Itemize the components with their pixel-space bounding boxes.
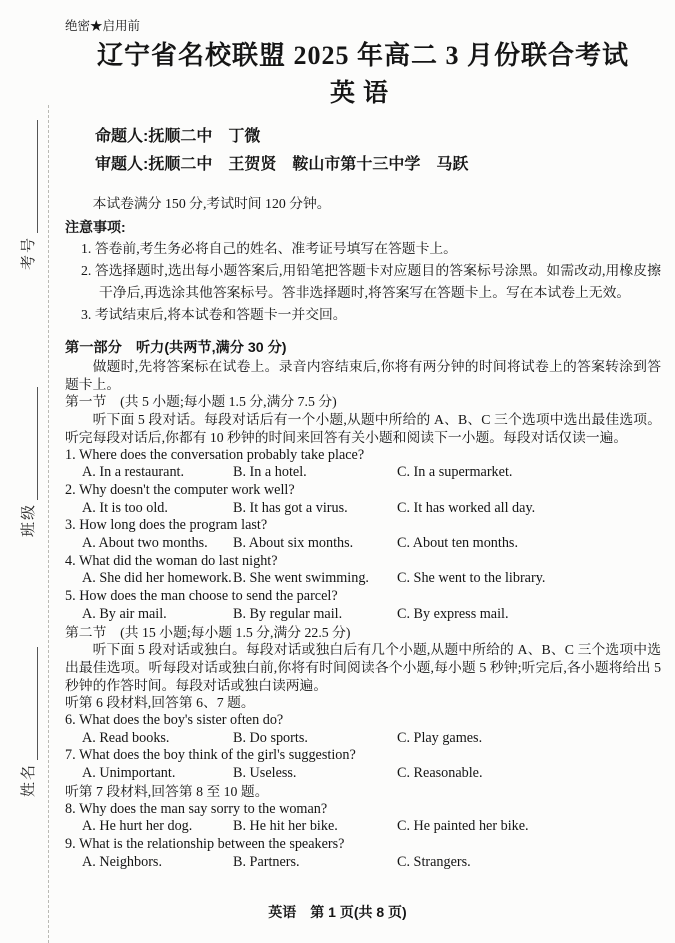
option-a: A. By air mail. (82, 605, 167, 622)
class-label: 班级 (21, 502, 37, 537)
margin-label-exam-number (18, 120, 38, 270)
exam-info-line: 本试卷满分 150 分,考试时间 120 分钟。 (92, 196, 331, 211)
section2-instructions: 听下面 5 段对话或独白。每段对话或独白后有几个小题,从题中所给的 A、B、C 三个选项中选出最佳选项。听每段对话或独白前,你将有时间阅读各个小题,每小题 5 秒钟;听完后,各小题将给出 5 秒钟的作答时间。每段对话或独白读两遍。 (65, 642, 661, 693)
question-number: 5. (65, 588, 76, 605)
notice-text: 答卷前,考生务必将自己的姓名、准考证号填写在答题卡上。 (94, 241, 457, 256)
material7-note: 听第 7 段材料,回答第 8 至 10 题。 (65, 783, 269, 799)
question-item (65, 747, 661, 782)
question-text (65, 801, 661, 819)
option-c: C. It has worked all day. (397, 499, 536, 516)
question-stem: What did the woman do last night? (78, 552, 278, 569)
question-number: 4. (65, 552, 76, 569)
question-item (65, 801, 661, 836)
notice-item (65, 238, 661, 260)
notice-text: 答选择题时,选出每小题答案后,用铅笔把答题卡对应题目的答案标号涂黑。如需改动,用橡皮擦干净后,再选涂其他答案标号。答非选择题时,将答案写在答题卡上。写在本试卷上无效。 (94, 263, 661, 300)
question-stem: What does the boy's sister often do? (78, 712, 284, 729)
notice-number: 3. (81, 307, 92, 322)
section1-heading: 第一节 (共 5 小题;每小题 1.5 分,满分 7.5 分) (65, 394, 337, 410)
question-number: 2. (65, 481, 76, 498)
seal-dashed-line (48, 105, 49, 943)
question-item (65, 517, 661, 552)
option-b: B. He hit her bike. (233, 818, 338, 835)
question-text (65, 712, 661, 730)
option-c: C. She went to the library. (397, 570, 546, 587)
question-number: 9. (65, 835, 76, 852)
exam-number-label: 考号 (21, 235, 37, 270)
notice-number: 1. (81, 241, 92, 256)
notice-item (65, 260, 661, 304)
section1-questions (65, 447, 661, 624)
notice-list (65, 238, 661, 326)
question-item (65, 712, 661, 747)
question-number: 7. (65, 747, 76, 764)
option-a: A. In a restaurant. (82, 464, 185, 481)
question-options (65, 570, 661, 588)
option-a: A. About two months. (82, 535, 208, 552)
notice-title: 注意事项: (65, 219, 126, 235)
part1-heading: 第一部分 听力(共两节,满分 30 分) (65, 340, 287, 356)
question-text (65, 588, 661, 606)
exam-content (65, 18, 661, 871)
option-c: C. Strangers. (397, 853, 471, 870)
question-text (65, 553, 661, 571)
page-footer: 英语 第 1 页(共 8 页) (268, 904, 407, 920)
question-stem: Why doesn't the computer work well? (78, 481, 295, 498)
option-c: C. By express mail. (397, 605, 509, 622)
question-stem: How does the man choose to send the parcel? (79, 588, 338, 605)
class-fill-line (24, 387, 38, 500)
exam-title: 辽宁省名校联盟 2025 年高二 3 月份联合考试 (96, 41, 629, 70)
option-c: C. Reasonable. (397, 765, 483, 782)
question-item (65, 588, 661, 623)
setter-line: 命题人:抚顺二中 丁微 (95, 128, 261, 145)
notice-text: 考试结束后,将本试卷和答题卡一并交回。 (94, 307, 347, 322)
notice-item (65, 304, 661, 326)
name-fill-line (24, 647, 38, 760)
question-item (65, 836, 661, 871)
question-number: 6. (65, 712, 76, 729)
question-options (65, 535, 661, 553)
option-b: B. By regular mail. (233, 605, 343, 622)
question-stem: Why does the man say sorry to the woman? (78, 800, 328, 817)
question-item (65, 482, 661, 517)
option-a: A. It is too old. (82, 499, 168, 516)
question-text (65, 482, 661, 500)
option-c: C. Play games. (397, 729, 483, 746)
question-options (65, 606, 661, 624)
subject-title: 英语 (329, 79, 396, 107)
name-label: 姓名 (21, 762, 37, 797)
material7-questions (65, 801, 661, 872)
part1-intro: 做题时,先将答案标在试卷上。录音内容结束后,你将有两分钟的时间将试卷上的答案转涂到答题卡上。 (65, 359, 661, 392)
section1-instructions: 听下面 5 段对话。每段对话后有一个小题,从题中所给的 A、B、C 三个选项中选出最佳选项。听完每段对话后,你都有 10 秒钟的时间来回答有关小题和阅读下一小题。每段对话仅读一遍。 (65, 412, 661, 445)
margin-label-class (18, 387, 38, 537)
question-options (65, 854, 661, 872)
question-item (65, 553, 661, 588)
question-text (65, 747, 661, 765)
question-stem: What is the relationship between the speakers? (78, 835, 345, 852)
exam-number-fill-line (24, 120, 38, 233)
question-text (65, 447, 661, 465)
question-options (65, 730, 661, 748)
option-b: B. It has got a virus. (233, 499, 348, 516)
margin-label-name (18, 647, 38, 797)
option-c: C. He painted her bike. (397, 818, 529, 835)
question-number: 1. (65, 446, 76, 463)
question-stem: Where does the conversation probably take place? (78, 446, 365, 463)
question-text (65, 517, 661, 535)
classification-label: 绝密★启用前 (65, 19, 141, 33)
option-b: B. In a hotel. (233, 464, 307, 481)
question-item (65, 447, 661, 482)
question-stem: How long does the program last? (79, 517, 268, 534)
option-b: B. Useless. (233, 765, 297, 782)
question-options (65, 818, 661, 836)
option-a: A. Unimportant. (82, 765, 176, 782)
option-a: A. She did her homework. (82, 570, 232, 587)
option-b: B. She went swimming. (233, 570, 369, 587)
question-stem: What does the boy think of the girl's suggestion? (78, 747, 356, 764)
reviewer-line: 审题人:抚顺二中 王贺贤 鞍山市第十三中学 马跃 (95, 156, 469, 173)
question-options (65, 765, 661, 783)
option-c: C. About ten months. (397, 535, 518, 552)
question-text (65, 836, 661, 854)
option-b: B. Do sports. (233, 729, 308, 746)
option-a: A. Neighbors. (82, 853, 162, 870)
notice-number: 2. (81, 263, 92, 278)
question-number: 8. (65, 800, 76, 817)
material6-note: 听第 6 段材料,回答第 6、7 题。 (65, 695, 255, 711)
section2-heading: 第二节 (共 15 小题;每小题 1.5 分,满分 22.5 分) (65, 624, 351, 640)
option-c: C. In a supermarket. (397, 464, 513, 481)
option-a: A. Read books. (82, 729, 170, 746)
question-number: 3. (65, 517, 76, 534)
question-options (65, 500, 661, 518)
material6-questions (65, 712, 661, 783)
option-a: A. He hurt her dog. (82, 818, 193, 835)
question-options (65, 464, 661, 482)
option-b: B. About six months. (233, 535, 354, 552)
exam-staff-block (95, 123, 661, 179)
option-b: B. Partners. (233, 853, 300, 870)
